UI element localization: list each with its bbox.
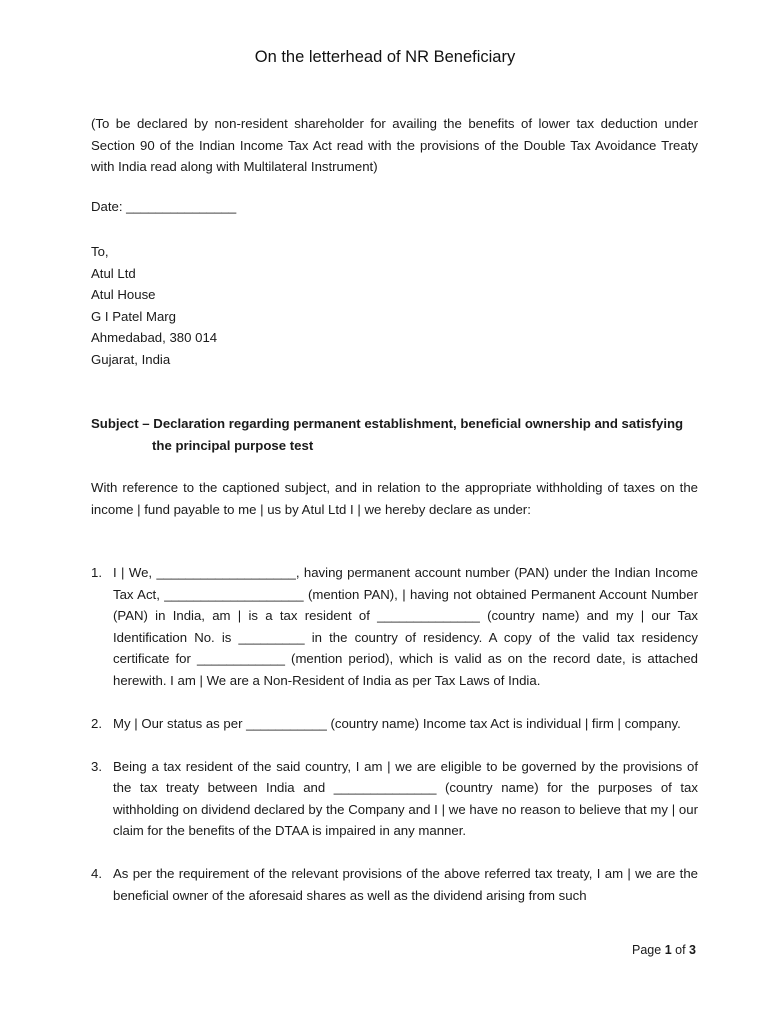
list-item [91, 756, 698, 842]
declaration-list [91, 562, 698, 928]
address-line: Gujarat, India [91, 351, 171, 367]
address-line: Ahmedabad, 380 014 [91, 330, 218, 345]
date-line: Date: _______________ [91, 199, 237, 214]
address-line: G I Patel Marg [91, 308, 177, 324]
list-item-text: I | We, ___________________, having permanent account number (PAN) under the Indian Income Tax Act, ___________________ (mention PAN), | having not obtained Permanent Account Number (PAN) in India, am | is a tax resident of ______________ (country name) and my | our Tax Identification No. is _________ in the country of residency. A copy of the valid tax residency certificate for ____________ (mention period), which is valid as on the record date, is attached herewith. I am | We are a Non-Resident of India as per Tax Laws of India. [113, 565, 698, 688]
list-item-number: 2. [91, 715, 102, 731]
list-item-number: 3. [91, 758, 102, 774]
page-current: 1 [664, 943, 672, 957]
address-to: To, [91, 244, 109, 259]
list-item-text: As per the requirement of the relevant provisions of the above referred tax treaty, I am | we are the beneficial owner of the aforesaid shares as well as the dividend arising from such [113, 866, 698, 903]
list-item-text: Being a tax resident of the said country, I am | we are eligible to be governed by the provisions of the tax treaty between India and ______________ (country name) for the purposes of tax withholding on dividend declared by the Company and I | we have no reason to believe that my | our claim for the benefits of the DTAA is impaired in any manner. [113, 758, 698, 838]
page-word: Page [632, 943, 662, 957]
list-item [91, 863, 698, 906]
list-item-number: 1. [91, 565, 102, 580]
page-total: 3 [689, 943, 696, 957]
list-item-text: My | Our status as per ___________ (country name) Income tax Act is individual | firm | company. [113, 715, 681, 731]
address-line: Atul House [91, 287, 156, 302]
of-word: of [675, 943, 686, 957]
subject-heading [91, 413, 698, 456]
intro-paragraph: (To be declared by non-resident shareholder for availing the benefits of lower tax deduction under Section 90 of the Indian Income Tax Act read with the provisions of the Double Tax Avoidance Treaty with India read along with Multilateral Instrument) [91, 116, 698, 174]
page-title: On the letterhead of NR Beneficiary [254, 48, 516, 66]
address-block [91, 241, 698, 370]
page-number-footer [632, 943, 696, 957]
list-item-number: 4. [91, 866, 102, 881]
list-item [91, 713, 698, 735]
address-line: Atul Ltd [91, 265, 136, 281]
subject-line-1: Subject – Declaration regarding permanent establishment, beneficial ownership and satisfying [91, 416, 684, 431]
reference-paragraph: With reference to the captioned subject, and in relation to the appropriate withholding of taxes on the income | fund payable to me | us by Atul Ltd I | we hereby declare as under: [91, 480, 698, 517]
subject-line-2: the principal purpose test [152, 437, 314, 453]
list-item [91, 562, 698, 691]
